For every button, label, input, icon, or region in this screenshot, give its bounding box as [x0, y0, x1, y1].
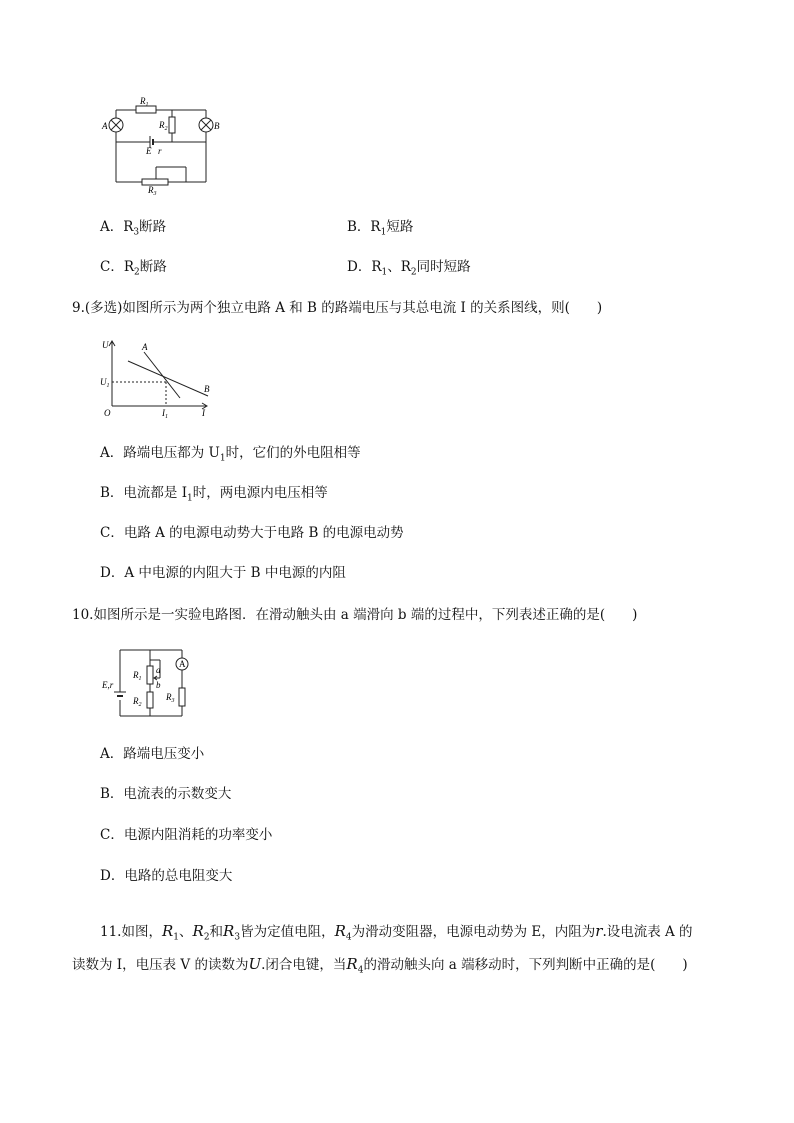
q9-line-B-label: B: [204, 384, 210, 394]
q9-origin: O: [104, 408, 111, 418]
q9-option-a[interactable]: A．路端电压都为 $U_1$时，它们的外电阻相等: [100, 445, 361, 464]
q8-label-R2-sub: 2: [164, 126, 168, 132]
q10-label-a: a: [156, 665, 161, 675]
q10-label-R2: R: [133, 696, 139, 706]
q8-label-R3: R: [148, 185, 154, 195]
q10-label-R2-sub: 2: [138, 702, 142, 708]
q8-label-R1: R: [140, 96, 146, 106]
q9-option-d[interactable]: D．A 中电源的内阻大于 B 中电源的内阻: [100, 565, 346, 581]
q9-I1: I: [162, 408, 165, 418]
q8-option-c[interactable]: C．$R_2$断路: [100, 259, 167, 278]
q10-option-d[interactable]: D．电路的总电阻变大: [100, 868, 233, 884]
q8-circuit-figure: [96, 92, 220, 197]
q10-label-R3-sub: 3: [171, 698, 175, 704]
q10-option-b[interactable]: B．电流表的示数变大: [100, 786, 232, 802]
q8-label-R2: R: [159, 120, 165, 130]
q10-circuit-figure: [98, 644, 198, 722]
q10-label-R1: R: [133, 670, 139, 680]
q9-option-b[interactable]: B．电流都是 $I_1$时，两电源内电压相等: [100, 485, 328, 504]
q9-axis-U: U: [102, 340, 109, 350]
q9-I1-sub: 1: [165, 414, 168, 420]
q8-label-A: A: [102, 121, 108, 131]
q10-option-c[interactable]: C．电源内阻消耗的功率变小: [100, 827, 273, 843]
q8-option-d[interactable]: D．$R_1$、$R_2$同时短路: [347, 259, 471, 278]
q10-option-a[interactable]: A．路端电压变小: [100, 746, 205, 762]
q10-ammeter-A: A: [179, 659, 186, 669]
q8-option-b[interactable]: B．$R_1$短路: [347, 219, 414, 238]
svg-text:R3: [147, 185, 157, 197]
q9-line-A-label: A: [142, 342, 148, 352]
svg-text:I1: [161, 408, 168, 420]
q9-ui-graph: [98, 336, 218, 420]
q9-stem: 9.(多选)如图所示为两个独立电路 A 和 B 的路端电压与其总电流 I 的关系图线，则( ): [72, 300, 603, 316]
q10-stem: 10.如图所示是一实验电路图．在滑动触头由 a 端滑向 b 端的过程中，下列表述正确的是( ): [72, 607, 638, 623]
q8-label-R3-sub: 3: [153, 191, 157, 197]
q9-axis-I: I: [202, 408, 205, 418]
q9-option-c[interactable]: C．电路 A 的电源电动势大于电路 B 的电源电动势: [100, 525, 404, 541]
q9-U1: U: [100, 377, 107, 387]
svg-text:U1: [100, 377, 110, 389]
q8-option-a[interactable]: A．$R_3$断路: [100, 219, 167, 238]
q8-label-r: r: [158, 146, 162, 156]
q11-stem-line1: 11.如图，$R_1$、$R_2$和$R_3$皆为定值电阻，$R_4$为滑动变阻器，电源电动势为 E，内阻为r.设电流表 A 的: [100, 922, 693, 943]
q11-stem-line2: 读数为 I，电压表 V 的读数为U.闭合电键，当$R_4$的滑动触头向 a 端移动时，下列判断中正确的是( ): [72, 955, 688, 976]
q10-label-b: b: [156, 680, 161, 690]
q8-label-R1-sub: 1: [145, 102, 149, 108]
svg-text:R2: [132, 696, 142, 708]
svg-text:R3: [165, 692, 175, 704]
svg-text:R2: [158, 120, 168, 132]
q10-label-R1-sub: 1: [138, 676, 142, 682]
svg-text:R1: [132, 670, 142, 682]
q8-label-E: E: [146, 146, 152, 156]
q8-label-B: B: [214, 121, 220, 131]
q10-label-R3: R: [166, 692, 172, 702]
q9-U1-sub: 1: [106, 383, 110, 389]
q10-label-Er: E,r: [102, 680, 114, 690]
